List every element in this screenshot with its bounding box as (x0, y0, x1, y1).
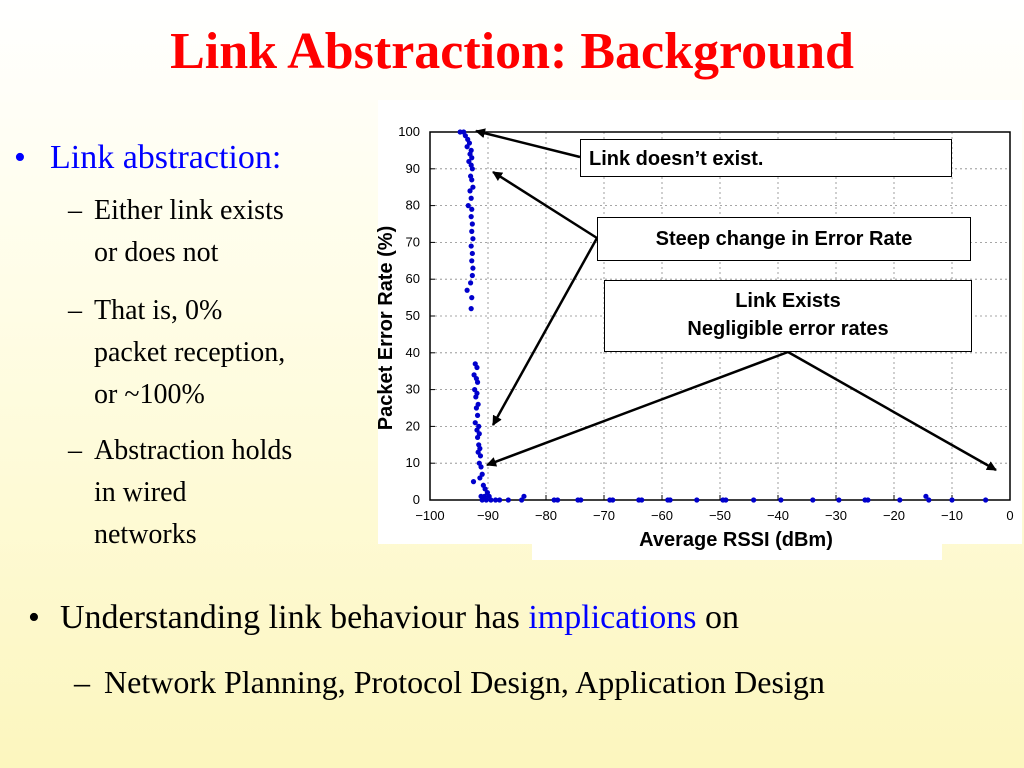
data-point (469, 177, 474, 182)
x-tick-label: −80 (534, 508, 558, 523)
callout-link-exists (604, 280, 972, 352)
data-point (467, 188, 472, 193)
data-point (865, 497, 870, 502)
data-point (668, 497, 673, 502)
y-tick-label: 100 (398, 124, 420, 139)
x-tick-label: −100 (415, 508, 445, 523)
data-point (926, 497, 931, 502)
data-point (751, 497, 756, 502)
sub-line: packet reception, (94, 337, 286, 368)
data-point (478, 464, 483, 469)
data-point (469, 295, 474, 300)
data-point (465, 288, 470, 293)
x-tick-label: −40 (766, 508, 790, 523)
y-tick-label: 70 (405, 234, 420, 250)
data-point (478, 453, 483, 458)
data-point (484, 497, 489, 502)
data-point (555, 497, 560, 502)
callout-link-doesnt-exist (580, 139, 952, 177)
sub-item-exists: – Either link exists or does not (68, 195, 284, 268)
data-point (778, 497, 783, 502)
data-point (578, 497, 583, 502)
data-point (470, 166, 475, 171)
y-tick-label: 30 (405, 381, 420, 397)
data-point (469, 229, 474, 234)
x-tick-label: −60 (650, 508, 674, 523)
sub-line: in wired (94, 477, 187, 508)
data-point (475, 413, 480, 418)
sub-line: or ~100% (94, 379, 205, 410)
y-tick-label: 90 (405, 160, 420, 176)
x-tick-label: −50 (708, 508, 732, 523)
callout-text: Steep change in Error Rate (655, 228, 913, 250)
data-point (497, 497, 502, 502)
data-point (474, 365, 479, 370)
sub-line: or does not (94, 237, 219, 268)
data-point (897, 497, 902, 502)
data-point (471, 479, 476, 484)
bullet-text: Understanding link behaviour has (60, 599, 520, 636)
data-point (475, 380, 480, 385)
data-point (469, 258, 474, 263)
x-tick-label: −10 (940, 508, 964, 523)
data-point (983, 497, 988, 502)
data-point (506, 497, 511, 502)
sub-line: networks (94, 519, 197, 550)
y-tick-label: 40 (405, 344, 420, 360)
sub-line: Either link exists (94, 195, 284, 226)
data-point (470, 273, 475, 278)
highlight-text: implications (528, 599, 697, 636)
data-point (469, 207, 474, 212)
y-axis-label: Packet Error Rate (%) (375, 225, 397, 431)
y-tick-label: 50 (405, 308, 420, 323)
callout-text: Link Exists (735, 290, 841, 312)
bullet-dot-icon: • (28, 599, 40, 636)
sub-item-planning: – Network Planning, Protocol Design, Application Design (74, 664, 825, 700)
sub-item-wired: – Abstraction holds in wired networks (68, 435, 293, 550)
data-point (469, 196, 474, 201)
data-point (949, 497, 954, 502)
y-tick-label: 0 (412, 492, 420, 507)
data-point (810, 497, 815, 502)
y-tick-label: 60 (405, 271, 420, 287)
data-point (694, 497, 699, 502)
x-tick-label: −70 (592, 508, 616, 523)
x-tick-label: 0 (1006, 508, 1014, 523)
bullet-dot-icon: • (14, 139, 26, 176)
data-point (470, 251, 475, 256)
data-point (468, 280, 473, 285)
slide-title: Link Abstraction: Background (170, 23, 854, 80)
data-point (469, 243, 474, 248)
data-point (723, 497, 728, 502)
data-point (836, 497, 841, 502)
data-point (488, 497, 493, 502)
data-point (465, 144, 470, 149)
data-point (610, 497, 615, 502)
data-point (470, 236, 475, 241)
data-point (469, 214, 474, 219)
bullet-text: Link abstraction: (50, 139, 282, 176)
bullet-text: on (704, 599, 739, 636)
x-tick-label: −20 (882, 508, 906, 523)
callout-text: Negligible error rates (687, 318, 889, 340)
data-point (639, 497, 644, 502)
data-point (475, 435, 480, 440)
x-axis-label: Average RSSI (dBm) (639, 529, 833, 551)
sub-line: Network Planning, Protocol Design, Application Design (104, 664, 825, 700)
data-point (470, 221, 475, 226)
sub-line: Abstraction holds (94, 435, 293, 466)
callout-text: Link doesn’t exist. (589, 148, 764, 170)
data-point (469, 306, 474, 311)
callout-steep-change (597, 217, 971, 261)
y-tick-label: 20 (405, 418, 420, 434)
x-tick-label: −90 (476, 508, 500, 523)
y-tick-label: 80 (405, 197, 420, 213)
sub-item-that-is: – That is, 0% packet reception, or ~100% (68, 295, 286, 410)
data-point (470, 266, 475, 271)
data-point (473, 394, 478, 399)
data-point (474, 405, 479, 410)
data-point (477, 475, 482, 480)
y-tick-label: 10 (405, 455, 420, 471)
data-point (521, 494, 526, 499)
sub-line: That is, 0% (94, 295, 223, 326)
x-tick-label: −30 (824, 508, 848, 523)
